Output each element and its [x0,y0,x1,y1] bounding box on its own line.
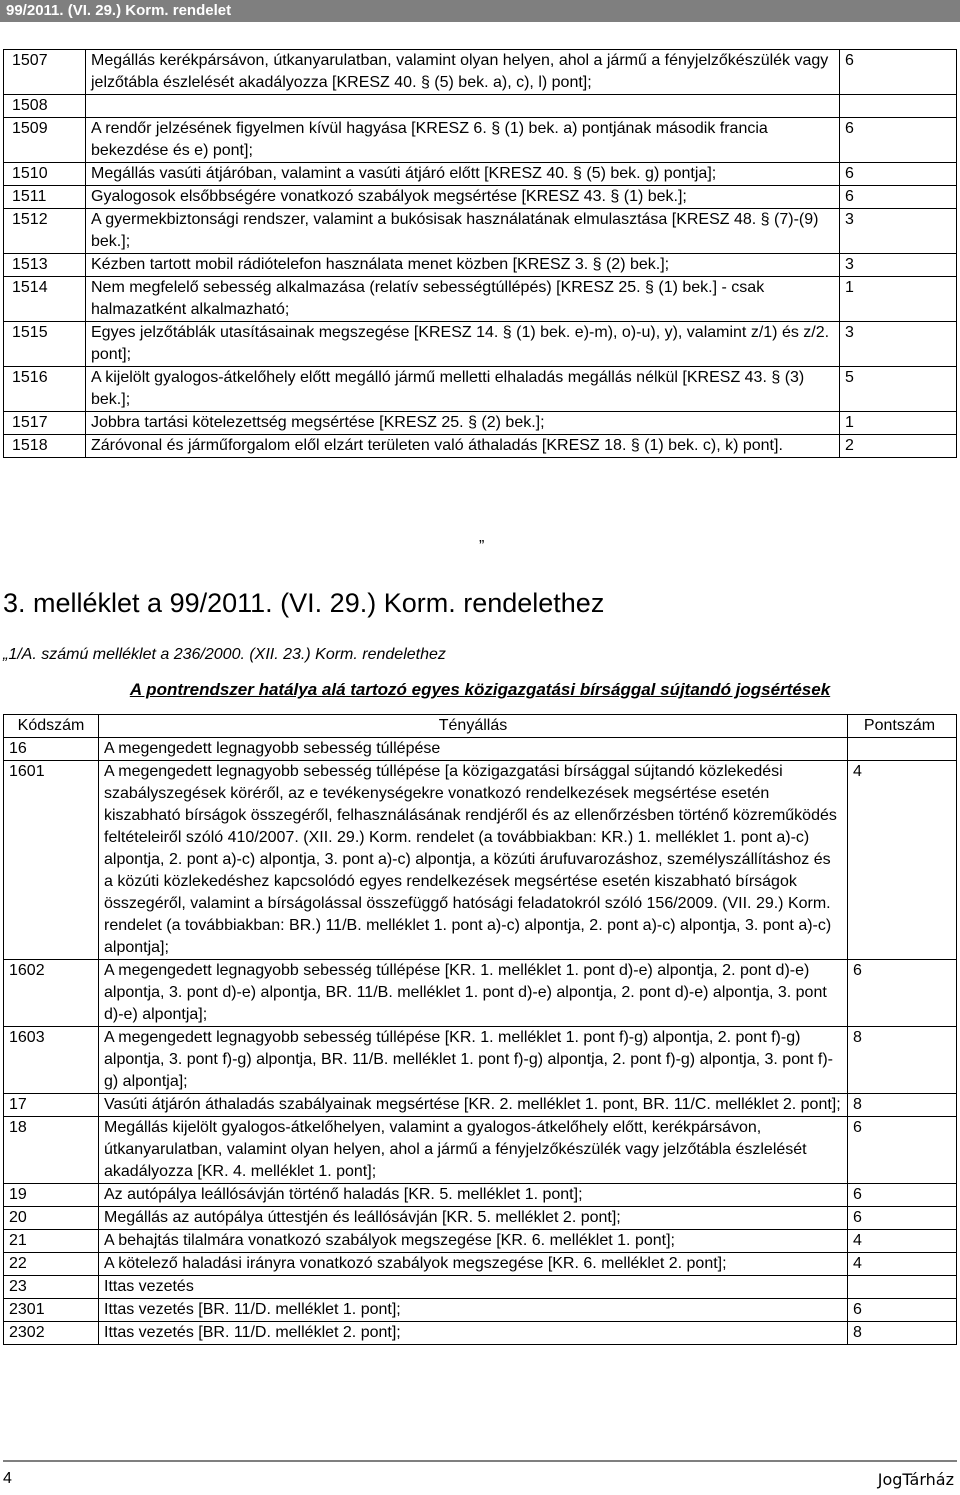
cell-code: 1514 [4,277,86,322]
cell-points: 2 [840,435,957,458]
cell-text: Ittas vezetés [99,1276,848,1299]
cell-points: 3 [840,322,957,367]
cell-code: 22 [4,1253,99,1276]
cell-text: A kötelező haladási irányra vonatkozó szabályok megszegése [KR. 6. melléklet 2. pont]; [99,1253,848,1276]
table-row [4,1027,957,1094]
cell-text: Gyalogosok elsőbbségére vonatkozó szabályok megsértése [KRESZ 43. § (1) bek.]; [86,186,840,209]
table-row [4,761,957,960]
table-row [4,322,957,367]
table-row [4,254,957,277]
cell-points: 6 [840,163,957,186]
cell-points: 3 [840,209,957,254]
cell-text: Kézben tartott mobil rádiótelefon használata menet közben [KRESZ 3. § (2) bek.]; [86,254,840,277]
header-code: Kódszám [4,715,99,738]
cell-code: 1518 [4,435,86,458]
cell-code: 18 [4,1117,99,1184]
cell-text: Ittas vezetés [BR. 11/D. melléklet 1. pont]; [99,1299,848,1322]
table-row [4,1207,957,1230]
table-row [4,50,957,95]
cell-points [848,1276,957,1299]
cell-text: Megállás vasúti átjáróban, valamint a vasúti átjáró előtt [KRESZ 40. § (5) bek. g) pontja]; [86,163,840,186]
cell-code: 1509 [4,118,86,163]
cell-code: 20 [4,1207,99,1230]
cell-text: A kijelölt gyalogos-átkelőhely előtt megálló jármű melletti elhaladás megállás nélkül [KRESZ 43. § (3) bek.]; [86,367,840,412]
table-row [4,1230,957,1253]
table-row [4,209,957,254]
cell-points: 4 [848,1230,957,1253]
cell-code: 2302 [4,1322,99,1345]
table-row [4,1276,957,1299]
cell-points: 8 [848,1027,957,1094]
cell-text: A behajtás tilalmára vonatkozó szabályok megszegése [KR. 6. melléklet 1. pont]; [99,1230,848,1253]
violations-table-2 [3,714,957,1345]
cell-points: 6 [848,1299,957,1322]
cell-code: 19 [4,1184,99,1207]
cell-points: 6 [840,50,957,95]
table-row [4,435,957,458]
cell-text: A gyermekbiztonsági rendszer, valamint a bukósisak használatának elmulasztása [KRESZ 48. § (7)-(9) bek.]; [86,209,840,254]
table-row [4,738,957,761]
cell-code: 17 [4,1094,99,1117]
cell-code: 1602 [4,960,99,1027]
cell-code: 1511 [4,186,86,209]
table-row [4,1117,957,1184]
cell-code: 1508 [4,95,86,118]
table-row [4,95,957,118]
cell-code: 1512 [4,209,86,254]
table-row [4,1322,957,1345]
closing-quote: ” [479,538,485,555]
cell-text: Záróvonal és járműforgalom elől elzárt területen való áthaladás [KRESZ 18. § (1) bek. c), k) pont]. [86,435,840,458]
cell-text: Megállás az autópálya úttestjén és leállósávján [KR. 5. melléklet 2. pont]; [99,1207,848,1230]
cell-code: 1603 [4,1027,99,1094]
cell-code: 16 [4,738,99,761]
table-row [4,1184,957,1207]
cell-code: 1515 [4,322,86,367]
brand-logo: JogTárház [877,1470,954,1489]
cell-text: A megengedett legnagyobb sebesség túllépése [KR. 1. melléklet 1. pont f)-g) alpontja, 2. pont f)-g) alpontja, 3. pont f)-g) alpontja, BR. 11/B. melléklet 1. pont f)-g) alpontja, 2. pont f)-g) alpontja, 3. pont f)-g) alpontja]; [99,1027,848,1094]
table-row [4,367,957,412]
cell-points: 1 [840,277,957,322]
cell-points: 3 [840,254,957,277]
cell-text: Nem megfelelő sebesség alkalmazása (relatív sebességtúllépés) [KRESZ 25. § (1) bek.] - csak halmazatként alkalmazható; [86,277,840,322]
cell-text: A rendőr jelzésének figyelmen kívül hagyása [KRESZ 6. § (1) bek. a) pontjának második francia bekezdése és e) pont]; [86,118,840,163]
page-number: 4 [3,1470,12,1487]
table-header-row [4,715,957,738]
cell-text: A megengedett legnagyobb sebesség túllépése [KR. 1. melléklet 1. pont d)-e) alpontja, 2. pont d)-e) alpontja, 3. pont d)-e) alpontja, BR. 11/B. melléklet 1. pont d)-e) alpontja, 2. pont d)-e) alpontja, 3. pont d)-e) alpontja]; [99,960,848,1027]
cell-points: 4 [848,761,957,960]
cell-points [840,95,957,118]
cell-text: Megállás kijelölt gyalogos-átkelőhelyen, valamint a gyalogos-átkelőhely előtt, kerékpársávon, útkanyarulatban, valamint olyan helyen, ahol a jármű a fényjelzőkészülék vagy jelzőtábla észlelését akadályozza [KR. 4. melléklet 1. pont]; [99,1117,848,1184]
header-points: Pontszám [848,715,957,738]
footer-divider [3,1460,957,1462]
cell-code: 1516 [4,367,86,412]
header-text: Tényállás [99,715,848,738]
cell-points: 8 [848,1322,957,1345]
section-title: 3. melléklet a 99/2011. (VI. 29.) Korm. rendelethez [3,588,605,618]
cell-code: 1517 [4,412,86,435]
cell-text: Egyes jelzőtáblák utasításainak megszegése [KRESZ 14. § (1) bek. e)-m), o)-u), y), valamint z/1) és z/2. pont]; [86,322,840,367]
cell-text: Jobbra tartási kötelezettség megsértése [KRESZ 25. § (2) bek.]; [86,412,840,435]
violations-table-1 [3,49,957,458]
cell-code: 23 [4,1276,99,1299]
cell-points: 6 [848,960,957,1027]
cell-points: 1 [840,412,957,435]
cell-code: 1513 [4,254,86,277]
table-row [4,1299,957,1322]
cell-points: 5 [840,367,957,412]
table-row [4,186,957,209]
cell-points: 6 [848,1184,957,1207]
cell-points: 6 [840,118,957,163]
cell-text: Az autópálya leállósávján történő haladás [KR. 5. melléklet 1. pont]; [99,1184,848,1207]
cell-points: 6 [848,1117,957,1184]
cell-code: 21 [4,1230,99,1253]
cell-code: 1510 [4,163,86,186]
table-row [4,1253,957,1276]
cell-text: A megengedett legnagyobb sebesség túllépése [a közigazgatási bírsággal sújtandó közlekedési szabályszegések köréről, az e tevékenységekre vonatkozó rendelkezések megsértése esetén kiszabható bírságok összegéről, felhasználásának rendjéről és az ellenőrzésben történő közreműködés feltételeiről szóló 410/2007. (XII. 29.) Korm. rendelet (a továbbiakban: KR.) 1. melléklet 1. pont a)-c) alpontja, 2. pont a)-c) alpontja, 3. pont a)-c) alpontja, a közúti árufuvarozáshoz, személyszállításhoz és a közúti közlekedéshez kapcsolódó egyes rendelkezések megsértése esetén kiszabható bírságok összegéről, valamint a bírságolással összefüggő hatósági feladatokról szóló 156/2009. (VII. 29.) Korm. rendelet (a továbbiakban: BR.) 11/B. melléklet 1. pont a)-c) alpontja, 2. pont a)-c) alpontja, 3. pont a)-c) alpontja]; [99,761,848,960]
header-title: 99/2011. (VI. 29.) Korm. rendelet [6,2,232,19]
cell-code: 1507 [4,50,86,95]
annex-reference: „1/A. számú melléklet a 236/2000. (XII. 23.) Korm. rendelethez [3,646,446,663]
cell-text: A megengedett legnagyobb sebesség túllépése [99,738,848,761]
document-title: A pontrendszer hatálya alá tartozó egyes közigazgatási bírsággal sújtandó jogsértések [129,680,831,699]
cell-points: 4 [848,1253,957,1276]
table-row [4,118,957,163]
cell-text: Megállás kerékpársávon, útkanyarulatban, valamint olyan helyen, ahol a jármű a fényjelzőkészülék vagy jelzőtábla észlelését akadályozza [KRESZ 40. § (5) bek. a), c), l) pont]; [86,50,840,95]
cell-points: 6 [848,1207,957,1230]
header-bar [0,0,960,22]
cell-text: Ittas vezetés [BR. 11/D. melléklet 2. pont]; [99,1322,848,1345]
cell-points: 6 [840,186,957,209]
cell-points: 8 [848,1094,957,1117]
cell-text [86,95,840,118]
table-row [4,163,957,186]
cell-text: Vasúti átjárón áthaladás szabályainak megsértése [KR. 2. melléklet 1. pont, BR. 11/C. melléklet 2. pont]; [99,1094,848,1117]
cell-points [848,738,957,761]
table-row [4,277,957,322]
table-row [4,1094,957,1117]
table-row [4,412,957,435]
cell-code: 1601 [4,761,99,960]
table-row [4,960,957,1027]
cell-code: 2301 [4,1299,99,1322]
